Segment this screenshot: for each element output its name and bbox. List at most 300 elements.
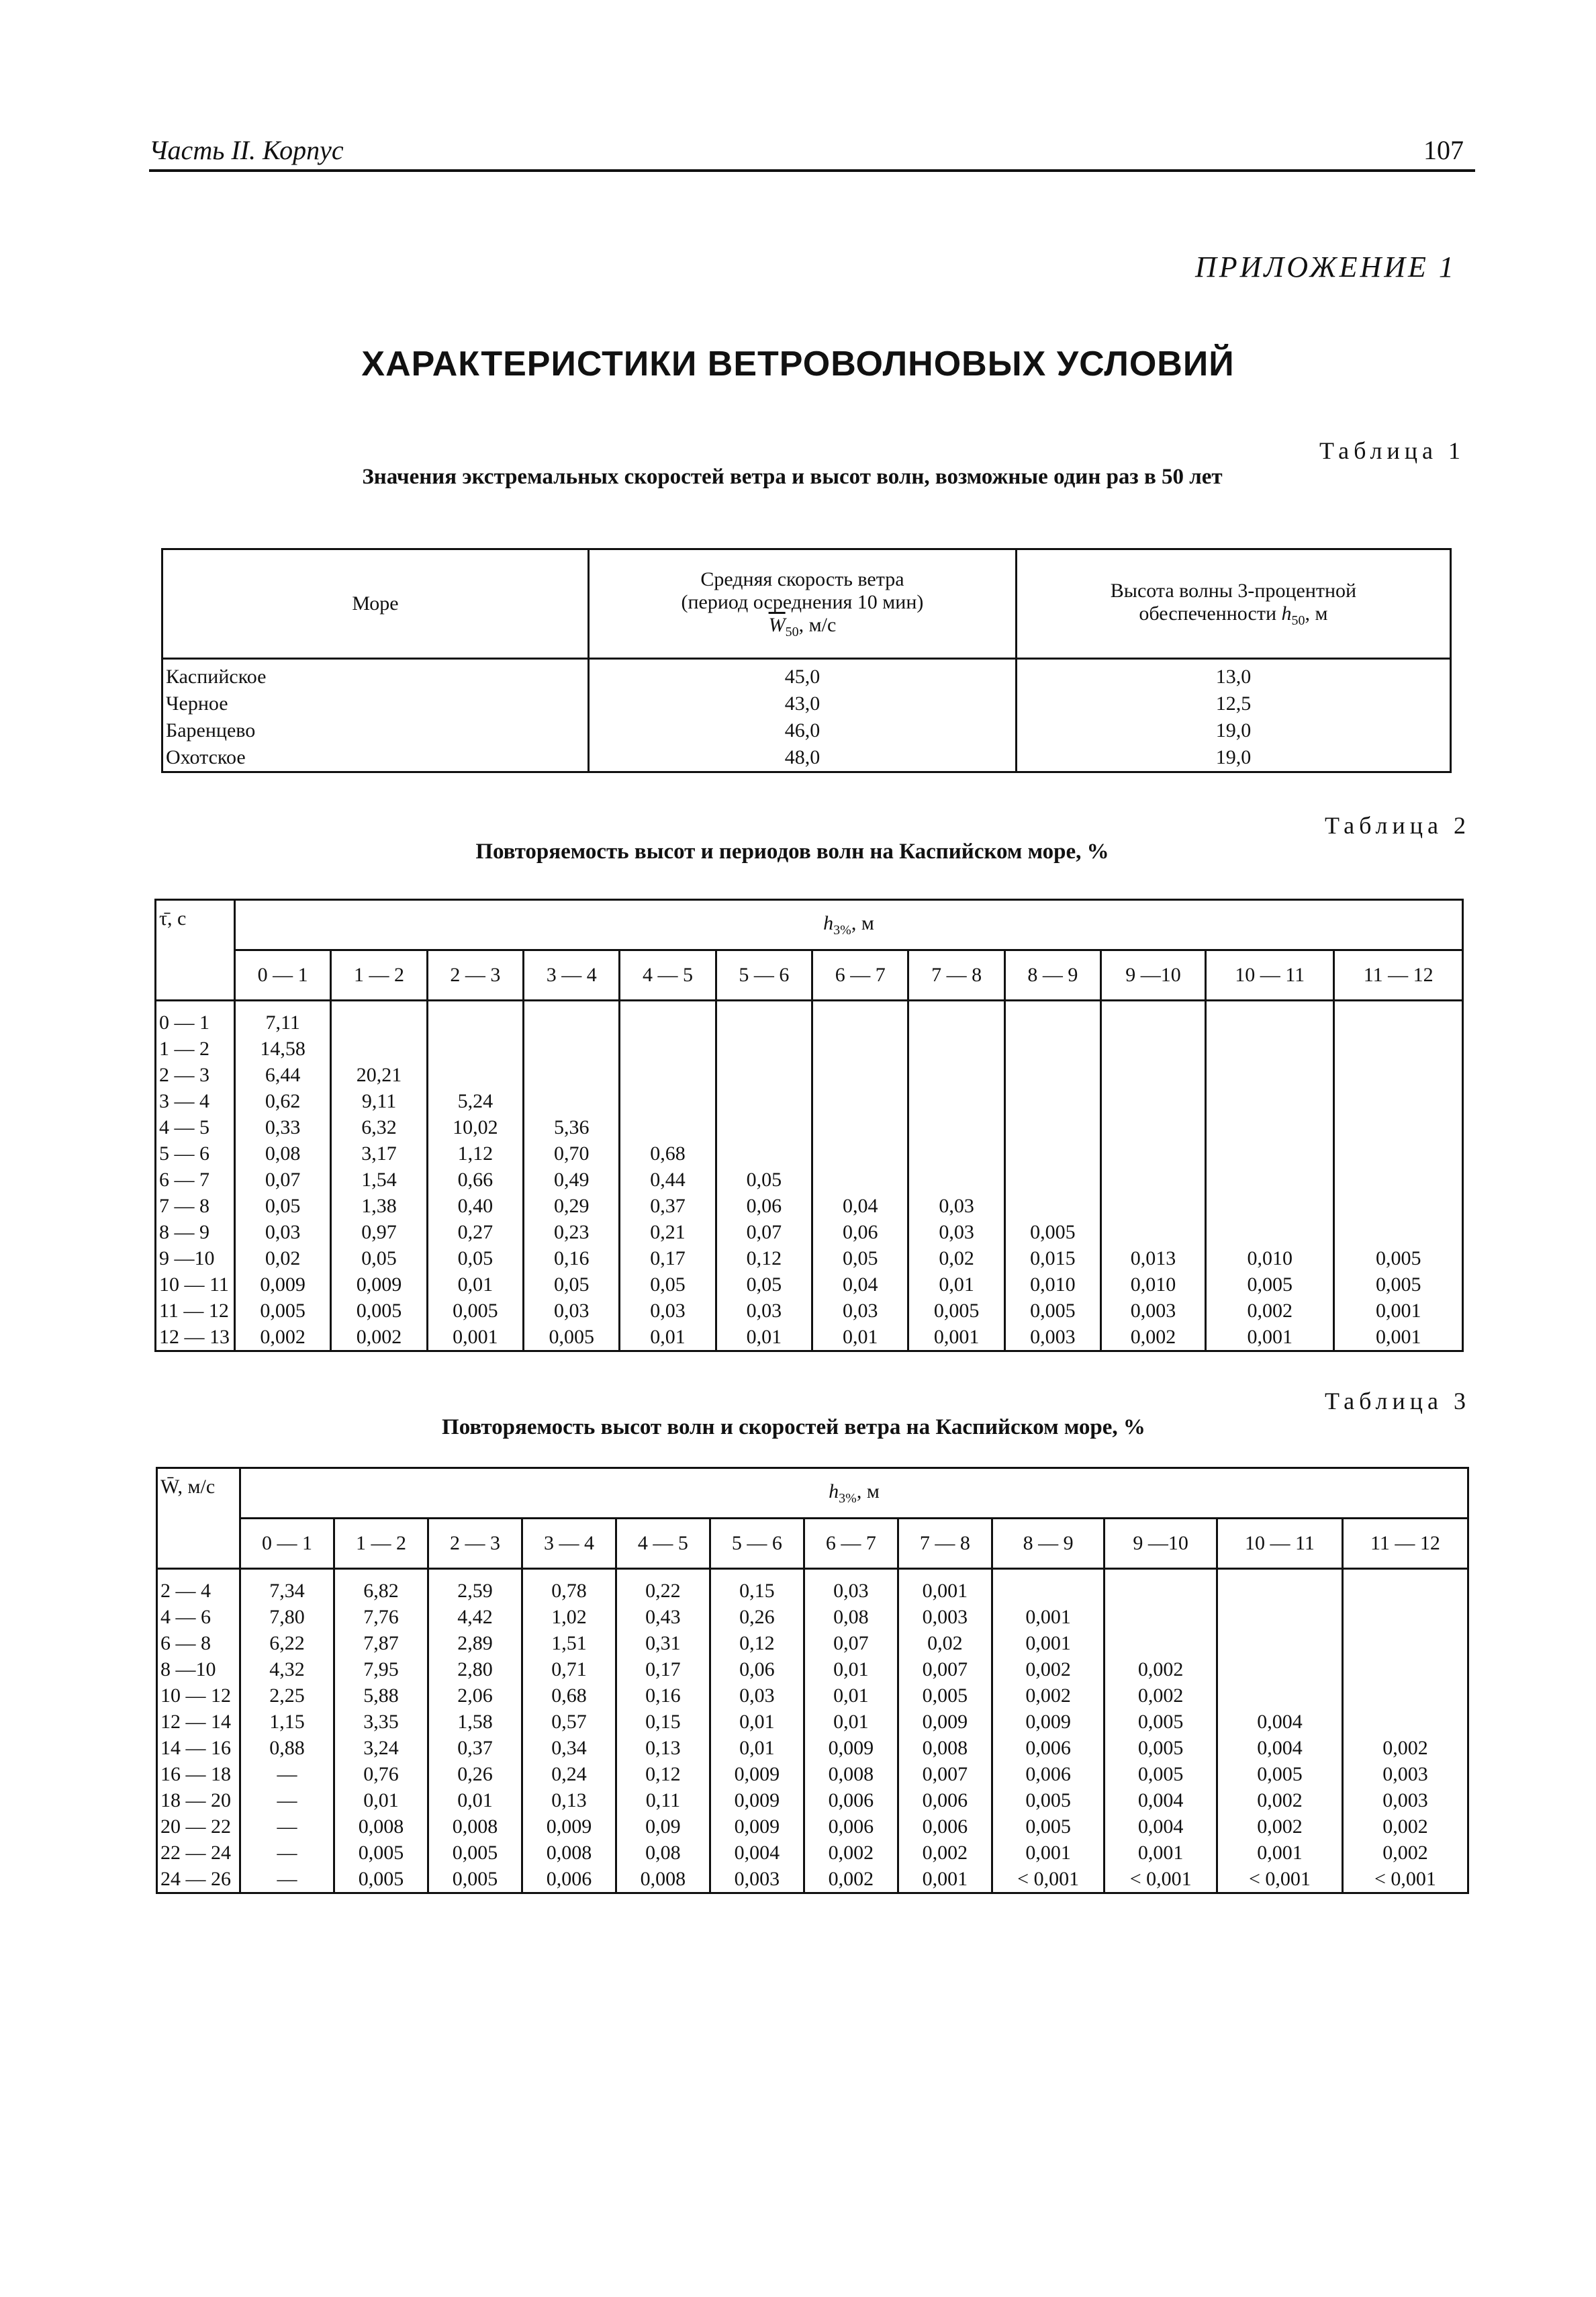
- table-cell: 0,07: [235, 1167, 331, 1193]
- table-cell: 2,89: [428, 1630, 522, 1656]
- table-cell: [812, 1036, 908, 1062]
- page-number: 107: [1423, 135, 1464, 165]
- table-cell: 0,008: [522, 1840, 616, 1866]
- table-cell: 0,005: [1205, 1271, 1334, 1298]
- table-cell: [812, 1167, 908, 1193]
- table-cell: 5,88: [334, 1682, 428, 1709]
- row-label: 22 — 24: [157, 1840, 240, 1866]
- table-cell: 0,07: [716, 1219, 812, 1245]
- table-cell: 0,24: [522, 1761, 616, 1787]
- table-cell: 0,002: [992, 1656, 1105, 1682]
- table-cell: 0,12: [616, 1761, 710, 1787]
- table-cell: 0,03: [908, 1193, 1004, 1219]
- table-cell: 0,004: [1217, 1709, 1342, 1735]
- table-cell: 0,13: [522, 1787, 616, 1813]
- table-cell: 0,02: [908, 1245, 1004, 1271]
- table-cell: 1,02: [522, 1604, 616, 1630]
- table-cell: —: [240, 1840, 334, 1866]
- table-cell: [427, 1036, 523, 1062]
- group-symbol: h: [823, 911, 834, 934]
- table-cell: 0,002: [1105, 1656, 1217, 1682]
- table-cell: 0,004: [1105, 1787, 1217, 1813]
- table-row: [156, 1088, 1463, 1114]
- table-cell: 0,002: [992, 1682, 1105, 1709]
- table2: [154, 899, 1464, 1352]
- column-header: 1 — 2: [334, 1519, 428, 1569]
- table-cell: 0,004: [1217, 1735, 1342, 1761]
- row-label: 14 — 16: [157, 1735, 240, 1761]
- table-row: [156, 1324, 1463, 1351]
- wind-unit: , м/с: [798, 613, 837, 636]
- table-row: [156, 1167, 1463, 1193]
- table-cell: 0,04: [812, 1193, 908, 1219]
- table-row: [156, 1140, 1463, 1167]
- table-cell: 0,11: [616, 1787, 710, 1813]
- table-row: [156, 1193, 1463, 1219]
- table-cell: 0,29: [524, 1193, 620, 1219]
- table3-group-header: [240, 1468, 1468, 1519]
- header-divider: [149, 169, 1475, 172]
- table-cell: [1101, 1219, 1206, 1245]
- table-cell: [1205, 1114, 1334, 1140]
- table-cell: 0,17: [620, 1245, 716, 1271]
- table-cell: [1217, 1604, 1342, 1630]
- table-cell: 0,003: [1004, 1324, 1100, 1351]
- table-cell: [1101, 1193, 1206, 1219]
- table-cell: 0,002: [1205, 1298, 1334, 1324]
- table-cell: 0,005: [235, 1298, 331, 1324]
- table-cell: [1004, 1036, 1100, 1062]
- table-cell: [1101, 1114, 1206, 1140]
- table-cell: [1004, 1062, 1100, 1088]
- table-cell: 0,57: [522, 1709, 616, 1735]
- table1-title: Значения экстремальных скоростей ветра и высот волн, возможные один раз в 50 лет: [362, 465, 1223, 489]
- table2-group-header: [235, 900, 1463, 950]
- table-cell: 0,001: [908, 1324, 1004, 1351]
- table-cell: 0,009: [710, 1761, 804, 1787]
- table-cell: 0,002: [1342, 1813, 1468, 1840]
- table-cell: 0,12: [716, 1245, 812, 1271]
- table-cell: 0,03: [524, 1298, 620, 1324]
- table-cell: < 0,001: [1217, 1866, 1342, 1893]
- running-title: Часть II. Корпус: [149, 135, 344, 165]
- table-cell: [1205, 1062, 1334, 1088]
- table-cell: 0,33: [235, 1114, 331, 1140]
- group-unit: , м: [856, 1480, 880, 1502]
- table-cell: 0,005: [1105, 1761, 1217, 1787]
- table-cell: 0,05: [716, 1167, 812, 1193]
- table-cell: 0,002: [804, 1866, 898, 1893]
- column-header: 11 — 12: [1342, 1519, 1468, 1569]
- column-header: 10 — 11: [1217, 1519, 1342, 1569]
- table-row: [157, 1813, 1468, 1840]
- table-cell: [427, 1001, 523, 1036]
- group-subscript: 3%: [839, 1490, 857, 1506]
- table-cell: 0,16: [524, 1245, 620, 1271]
- table-cell: 0,001: [992, 1840, 1105, 1866]
- row-label: 9 —10: [156, 1245, 235, 1271]
- table-cell: [620, 1062, 716, 1088]
- table-cell: 0,005: [1004, 1219, 1100, 1245]
- table2-corner-label: τ̄, с: [156, 900, 235, 1001]
- table-cell: 0,15: [710, 1569, 804, 1605]
- table-cell: 0,001: [1105, 1840, 1217, 1866]
- table-cell: [331, 1001, 427, 1036]
- table-cell: [1334, 1114, 1463, 1140]
- table-cell: [1217, 1656, 1342, 1682]
- table-cell: 0,12: [710, 1630, 804, 1656]
- wave-value: 19,0: [1016, 744, 1450, 772]
- row-label: 2 — 4: [157, 1569, 240, 1605]
- column-header: 3 — 4: [524, 950, 620, 1001]
- table-cell: 0,010: [1101, 1271, 1206, 1298]
- table-cell: 1,12: [427, 1140, 523, 1167]
- table-cell: 7,34: [240, 1569, 334, 1605]
- table-cell: [1004, 1114, 1100, 1140]
- table-cell: 5,36: [524, 1114, 620, 1140]
- table-cell: 0,01: [716, 1324, 812, 1351]
- table-cell: 0,43: [616, 1604, 710, 1630]
- table-cell: 0,002: [1101, 1324, 1206, 1351]
- table-cell: 3,35: [334, 1709, 428, 1735]
- table-cell: 0,06: [812, 1219, 908, 1245]
- table3-corner-label: W̄, м/с: [157, 1468, 240, 1569]
- row-label: 5 — 6: [156, 1140, 235, 1167]
- table-cell: [908, 1036, 1004, 1062]
- table-cell: 0,003: [1342, 1787, 1468, 1813]
- table-row: [157, 1787, 1468, 1813]
- table-cell: 0,005: [428, 1866, 522, 1893]
- table-cell: 0,005: [1105, 1735, 1217, 1761]
- table-cell: [1342, 1604, 1468, 1630]
- column-header: 2 — 3: [427, 950, 523, 1001]
- column-header: 3 — 4: [522, 1519, 616, 1569]
- table-cell: [1334, 1001, 1463, 1036]
- table1-col-wave-line2: [1020, 602, 1447, 629]
- table1: [161, 548, 1452, 773]
- table-cell: 0,008: [428, 1813, 522, 1840]
- table-cell: 0,05: [235, 1193, 331, 1219]
- table-cell: 0,71: [522, 1656, 616, 1682]
- table-row: [157, 1604, 1468, 1630]
- table-cell: [1334, 1140, 1463, 1167]
- table-cell: 0,26: [710, 1604, 804, 1630]
- column-header: 4 — 5: [620, 950, 716, 1001]
- table-cell: 0,005: [1334, 1245, 1463, 1271]
- table-cell: 0,001: [1217, 1840, 1342, 1866]
- wave-value: 13,0: [1016, 659, 1450, 691]
- column-header: 0 — 1: [240, 1519, 334, 1569]
- table-cell: 0,05: [524, 1271, 620, 1298]
- table-cell: 0,001: [992, 1630, 1105, 1656]
- row-label: 3 — 4: [156, 1088, 235, 1114]
- table-cell: 0,006: [804, 1787, 898, 1813]
- table3-column-header-row: [157, 1519, 1468, 1569]
- table-cell: 0,03: [804, 1569, 898, 1605]
- table-cell: 0,66: [427, 1167, 523, 1193]
- table-cell: [908, 1140, 1004, 1167]
- table-cell: 0,007: [898, 1656, 992, 1682]
- table1-col-wave-line1: Высота волны 3-процентной: [1110, 579, 1357, 602]
- table-cell: [1334, 1193, 1463, 1219]
- table-cell: 0,16: [616, 1682, 710, 1709]
- row-label: 6 — 8: [157, 1630, 240, 1656]
- sea-name: Охотское: [166, 746, 246, 768]
- table-cell: 0,005: [334, 1840, 428, 1866]
- table-cell: 0,009: [992, 1709, 1105, 1735]
- table-cell: 10,02: [427, 1114, 523, 1140]
- column-header: 8 — 9: [1004, 950, 1100, 1001]
- row-label: 7 — 8: [156, 1193, 235, 1219]
- table-cell: [716, 1114, 812, 1140]
- sea-name: Черное: [166, 692, 228, 715]
- table-cell: 0,002: [1217, 1787, 1342, 1813]
- column-header: 5 — 6: [710, 1519, 804, 1569]
- table-cell: 4,32: [240, 1656, 334, 1682]
- table-cell: [1105, 1604, 1217, 1630]
- table-cell: 0,02: [235, 1245, 331, 1271]
- table-cell: [908, 1001, 1004, 1036]
- table-cell: 0,06: [716, 1193, 812, 1219]
- table-cell: 0,76: [334, 1761, 428, 1787]
- table-cell: 0,008: [804, 1761, 898, 1787]
- table-cell: [812, 1140, 908, 1167]
- table-cell: 0,001: [992, 1604, 1105, 1630]
- table-cell: [1205, 1088, 1334, 1114]
- table-cell: [427, 1062, 523, 1088]
- table-row: [157, 1840, 1468, 1866]
- table-cell: 0,26: [428, 1761, 522, 1787]
- row-label: 4 — 5: [156, 1114, 235, 1140]
- table-cell: [1205, 1193, 1334, 1219]
- table-cell: [1342, 1656, 1468, 1682]
- table-cell: 0,009: [710, 1787, 804, 1813]
- table-cell: 6,22: [240, 1630, 334, 1656]
- table-cell: 0,03: [710, 1682, 804, 1709]
- table-row: [157, 1866, 1468, 1893]
- table1-header-row: [162, 549, 1451, 659]
- table2-column-header-row: [156, 950, 1463, 1001]
- table-cell: 0,03: [235, 1219, 331, 1245]
- table1-body: [162, 659, 1451, 772]
- table-cell: [716, 1088, 812, 1114]
- table-cell: 0,05: [331, 1245, 427, 1271]
- table-cell: 0,13: [616, 1735, 710, 1761]
- table-cell: [812, 1088, 908, 1114]
- table-cell: 0,006: [522, 1866, 616, 1893]
- table-cell: 0,005: [908, 1298, 1004, 1324]
- table-cell: [1004, 1193, 1100, 1219]
- row-label: 10 — 12: [157, 1682, 240, 1709]
- wind-symbol: $\overline{W}$: [768, 613, 786, 636]
- row-label: 2 — 3: [156, 1062, 235, 1088]
- row-label: 12 — 13: [156, 1324, 235, 1351]
- table1-col-wave: [1016, 549, 1450, 659]
- table-cell: 0,31: [616, 1630, 710, 1656]
- table-cell: [524, 1088, 620, 1114]
- table-cell: [1342, 1630, 1468, 1656]
- table-cell: 0,001: [898, 1569, 992, 1605]
- table-cell: [812, 1062, 908, 1088]
- table-row: [157, 1656, 1468, 1682]
- table-cell: 0,37: [620, 1193, 716, 1219]
- column-header: 9 —10: [1101, 950, 1206, 1001]
- table-row: [157, 1630, 1468, 1656]
- table-row: [156, 1271, 1463, 1298]
- table-cell: 0,002: [1342, 1735, 1468, 1761]
- table-cell: 0,002: [331, 1324, 427, 1351]
- table-cell: 0,005: [428, 1840, 522, 1866]
- table-cell: [1101, 1140, 1206, 1167]
- table-cell: [1105, 1569, 1217, 1605]
- table1-col-wind-line2: (период осреднения 10 мин): [681, 590, 924, 613]
- wave-subscript: 50: [1291, 613, 1305, 628]
- table-cell: 0,008: [616, 1866, 710, 1893]
- table-cell: 0,01: [804, 1682, 898, 1709]
- table-cell: [1004, 1001, 1100, 1036]
- table-cell: 0,004: [710, 1840, 804, 1866]
- group-subscript: 3%: [833, 922, 851, 938]
- table-cell: 0,004: [1105, 1813, 1217, 1840]
- column-header: 6 — 7: [812, 950, 908, 1001]
- table-cell: [1217, 1630, 1342, 1656]
- table-cell: 0,97: [331, 1219, 427, 1245]
- table-cell: 2,59: [428, 1569, 522, 1605]
- table-cell: 0,34: [522, 1735, 616, 1761]
- table-cell: 0,08: [616, 1840, 710, 1866]
- table-cell: 4,42: [428, 1604, 522, 1630]
- table-cell: —: [240, 1787, 334, 1813]
- table-cell: [331, 1036, 427, 1062]
- sea-name: Каспийское: [166, 666, 267, 688]
- table-cell: 3,24: [334, 1735, 428, 1761]
- table-cell: [1342, 1709, 1468, 1735]
- table-cell: 0,05: [716, 1271, 812, 1298]
- column-header: 10 — 11: [1205, 950, 1334, 1001]
- table-row: [156, 1001, 1463, 1036]
- table-cell: 0,003: [898, 1604, 992, 1630]
- table-cell: 0,001: [1334, 1324, 1463, 1351]
- wind-subscript: 50: [785, 624, 799, 639]
- table-cell: 0,01: [908, 1271, 1004, 1298]
- table-cell: 0,70: [524, 1140, 620, 1167]
- table1-col-wind: [588, 549, 1016, 659]
- table-cell: 0,008: [898, 1735, 992, 1761]
- table-cell: 0,006: [804, 1813, 898, 1840]
- table3-header-group-row: [157, 1468, 1468, 1519]
- table-cell: 2,80: [428, 1656, 522, 1682]
- table-cell: 0,005: [331, 1298, 427, 1324]
- table-cell: 0,07: [804, 1630, 898, 1656]
- table-cell: 0,05: [427, 1245, 523, 1271]
- table-row: [157, 1735, 1468, 1761]
- table-row: [162, 717, 1451, 744]
- table-cell: < 0,001: [1105, 1866, 1217, 1893]
- table-cell: 1,54: [331, 1167, 427, 1193]
- table-cell: 0,009: [522, 1813, 616, 1840]
- table-cell: 0,01: [710, 1709, 804, 1735]
- table3: [156, 1467, 1469, 1894]
- table-cell: 9,11: [331, 1088, 427, 1114]
- sea-name: Баренцево: [166, 719, 256, 741]
- table-row: [162, 744, 1451, 772]
- table-cell: 0,01: [804, 1656, 898, 1682]
- table-cell: 0,08: [804, 1604, 898, 1630]
- table-cell: —: [240, 1761, 334, 1787]
- table-cell: 5,24: [427, 1088, 523, 1114]
- table-cell: 6,32: [331, 1114, 427, 1140]
- table-cell: [716, 1036, 812, 1062]
- table-cell: [908, 1088, 1004, 1114]
- table-cell: 0,01: [804, 1709, 898, 1735]
- table-cell: 0,008: [334, 1813, 428, 1840]
- table-cell: 0,21: [620, 1219, 716, 1245]
- table-cell: 0,78: [522, 1569, 616, 1605]
- table-cell: 7,76: [334, 1604, 428, 1630]
- table-row: [157, 1709, 1468, 1735]
- row-label: 20 — 22: [157, 1813, 240, 1840]
- table-cell: 0,06: [710, 1656, 804, 1682]
- table-cell: 0,010: [1004, 1271, 1100, 1298]
- column-header: 6 — 7: [804, 1519, 898, 1569]
- table-cell: 0,005: [524, 1324, 620, 1351]
- table-row: [156, 1062, 1463, 1088]
- row-label: 8 —10: [157, 1656, 240, 1682]
- table-cell: [908, 1062, 1004, 1088]
- table-cell: 0,001: [1334, 1298, 1463, 1324]
- table-cell: 2,06: [428, 1682, 522, 1709]
- table-cell: 0,03: [716, 1298, 812, 1324]
- table-cell: 0,006: [992, 1735, 1105, 1761]
- row-label: 1 — 2: [156, 1036, 235, 1062]
- row-label: 8 — 9: [156, 1219, 235, 1245]
- table-cell: 1,38: [331, 1193, 427, 1219]
- row-label: 6 — 7: [156, 1167, 235, 1193]
- table-cell: 0,002: [235, 1324, 331, 1351]
- table-cell: 7,80: [240, 1604, 334, 1630]
- table-row: [156, 1219, 1463, 1245]
- table-cell: 0,22: [616, 1569, 710, 1605]
- table-cell: < 0,001: [992, 1866, 1105, 1893]
- table-row: [156, 1114, 1463, 1140]
- column-header: 1 — 2: [331, 950, 427, 1001]
- table-cell: [716, 1140, 812, 1167]
- table-cell: 1,15: [240, 1709, 334, 1735]
- table-cell: 0,006: [898, 1813, 992, 1840]
- table-cell: 0,005: [334, 1866, 428, 1893]
- table-cell: 0,002: [1342, 1840, 1468, 1866]
- table-cell: 0,003: [710, 1866, 804, 1893]
- table-cell: 0,001: [427, 1324, 523, 1351]
- table-cell: 0,009: [331, 1271, 427, 1298]
- table-cell: [620, 1036, 716, 1062]
- table-cell: 0,005: [427, 1298, 523, 1324]
- table-cell: [1334, 1062, 1463, 1088]
- table-cell: 0,01: [334, 1787, 428, 1813]
- table-row: [157, 1682, 1468, 1709]
- table2-header-group-row: [156, 900, 1463, 950]
- table-cell: 0,013: [1101, 1245, 1206, 1271]
- table-row: [162, 690, 1451, 717]
- table-cell: —: [240, 1813, 334, 1840]
- appendix-label: ПРИЛОЖЕНИЕ 1: [1195, 251, 1456, 283]
- table-cell: 0,003: [1342, 1761, 1468, 1787]
- table-cell: 0,002: [898, 1840, 992, 1866]
- table-row: [156, 1036, 1463, 1062]
- table-cell: [992, 1569, 1105, 1605]
- wind-value: 48,0: [588, 744, 1016, 772]
- table-cell: 0,009: [804, 1735, 898, 1761]
